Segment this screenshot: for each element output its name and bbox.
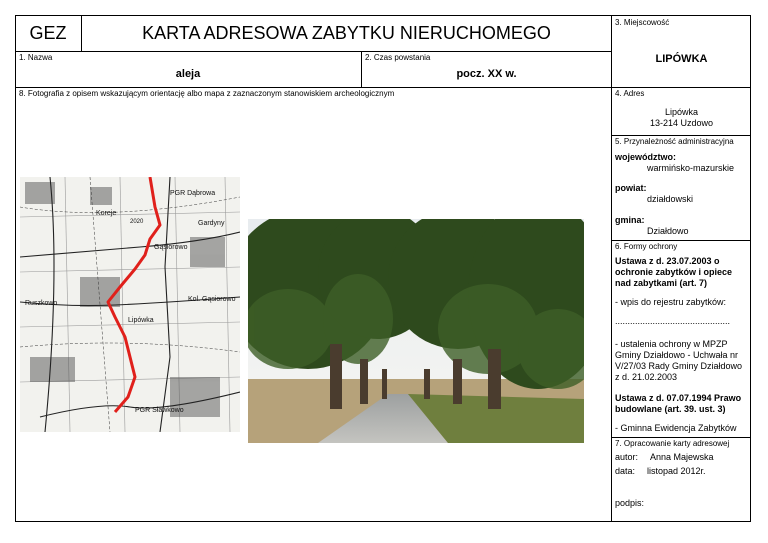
map-label: 2020 [130, 219, 144, 225]
law1-line1: Ustawa z d. 23.07.2003 o [615, 256, 720, 266]
county-label: powiat: [615, 183, 647, 193]
law1-line2: ochronie zabytków i opiece [615, 267, 733, 277]
map-label: PGR Dąbrowa [170, 190, 216, 197]
commune-value: Działdowo [647, 226, 689, 236]
law1-line3: nad zabytkami (art. 7) [615, 278, 708, 288]
mpzp-line1: - ustalenia ochrony w MPZP [615, 339, 728, 349]
field-address-label: 4. Adres [615, 89, 645, 98]
map-label: Gąsiorowo [154, 244, 188, 251]
date-label: data: [615, 466, 636, 476]
divider-right-column [611, 15, 612, 522]
address-line1: Lipówka [664, 107, 699, 117]
field-locality-value: LIPÓWKA [655, 53, 708, 65]
map-label: Kol. Gąsiorowo [188, 296, 236, 303]
alley-photo [248, 219, 584, 443]
voivodeship-value: warmińsko-mazurskie [647, 163, 735, 173]
mpzp-line3: V/27/03 Rady Gminy Działdowo [615, 361, 743, 371]
commune-label: gmina: [615, 215, 645, 225]
law2-line2: budowlane (art. 39. ust. 3) [615, 404, 726, 414]
mpzp-line4: z d. 21.02.2003 [615, 372, 678, 382]
field-photo-label: 8. Fotografia z opisem wskazującym orientację albo mapa z zaznaczonym stanowiskiem archeologicznym [19, 89, 395, 98]
divider-right-2 [611, 135, 751, 136]
field-date-label: 2. Czas powstania [365, 53, 431, 62]
card-code: GEZ [29, 23, 67, 43]
gez-entry: - Gminna Ewidencja Zabytków [615, 423, 737, 433]
date-value: listopad 2012r. [647, 466, 706, 476]
field-protection-label: 6. Formy ochrony [615, 242, 678, 251]
divider-right-1 [611, 87, 751, 88]
law2-line1: Ustawa z d. 07.07.1994 Prawo [615, 393, 742, 403]
signature-label: podpis: [615, 498, 645, 508]
map-drawing [20, 177, 240, 432]
field-name-value: aleja [175, 68, 201, 80]
map-label: Lipówka [128, 317, 154, 324]
map-label: Koreje [96, 210, 117, 217]
location-map [20, 177, 240, 432]
field-locality-label: 3. Miejscowość [615, 18, 670, 27]
field-admin-label: 5. Przynależność administracyjna [615, 137, 734, 146]
county-value: działdowski [647, 194, 694, 204]
field-author-label: 7. Opracowanie karty adresowej [615, 439, 730, 448]
map-label: PGR Sławkowo [135, 407, 184, 414]
divider-right-4 [611, 437, 751, 438]
divider-header [15, 51, 612, 52]
mpzp-line2: Gminy Działdowo - Uchwała nr [615, 350, 739, 360]
author-value: Anna Majewska [650, 452, 714, 462]
map-label: Gardyny [198, 220, 225, 227]
registry-dots: .............................................. [615, 316, 731, 326]
voivodeship-label: województwo: [615, 152, 676, 162]
field-date-value: pocz. XX w. [456, 68, 517, 80]
alley-photo-drawing [248, 219, 584, 443]
address-line2: 13-214 Uzdowo [649, 118, 714, 128]
map-label: Ruszkowo [25, 300, 58, 307]
registry-entry: - wpis do rejestru zabytków: [615, 297, 727, 307]
author-label: autor: [615, 452, 639, 462]
divider-name-row [15, 87, 612, 88]
divider-right-3 [611, 240, 751, 241]
field-name-label: 1. Nazwa [19, 53, 53, 62]
card-title: KARTA ADRESOWA ZABYTKU NIERUCHOMEGO [142, 23, 551, 43]
